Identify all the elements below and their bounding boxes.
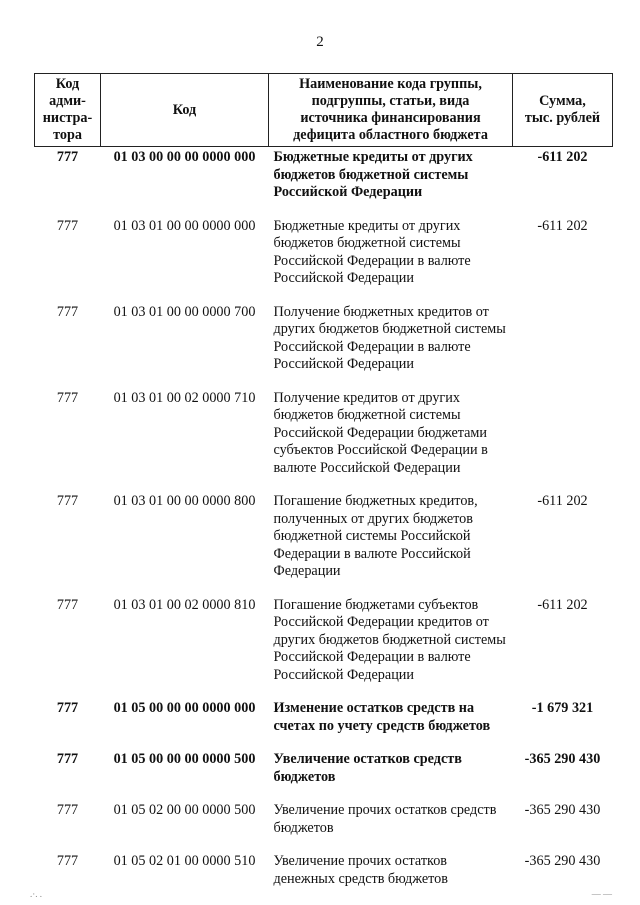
scan-artifact-right: — —: [591, 889, 612, 899]
code-cell: 01 05 00 00 00 0000 000: [113, 700, 256, 716]
code-cell: 01 05 00 00 00 0000 500: [113, 751, 256, 767]
admin-cell: 777: [56, 751, 79, 767]
sum-cell: -611 202: [537, 217, 588, 234]
code-cell: 01 03 01 00 00 0000 000: [113, 217, 256, 234]
code-cell: 01 03 01 00 02 0000 810: [113, 596, 256, 613]
header-code: Код: [101, 74, 269, 147]
code-cell: 01 05 02 01 00 0000 510: [113, 853, 256, 869]
name-cell: Получение кредитов от других бюджетов бюджетной системы Российской Федерации бюджетами субъектов Российской Федерации в валюте Российской Федерации: [273, 389, 488, 476]
name-cell: Получение бюджетных кредитов от других бюджетов бюджетной системы Российской Федерации в валюте Российской Федерации: [273, 303, 506, 372]
table-row: [35, 213, 613, 299]
table-row: [35, 695, 613, 746]
admin-cell: 777: [56, 389, 79, 406]
admin-cell: 777: [56, 700, 79, 716]
header-name: Наименование кода группы, подгруппы, статьи, вида источника финансирования дефицита областного бюджета: [269, 74, 513, 147]
sum-cell: -365 290 430: [524, 802, 601, 818]
admin-cell: 777: [56, 493, 79, 509]
sum-cell: -1 679 321: [531, 700, 594, 716]
header-admin-code: Код адми- нистра- тора: [35, 74, 101, 147]
admin-cell: 777: [56, 303, 79, 320]
table-header-row: [35, 74, 613, 147]
sum-cell: -611 202: [537, 493, 588, 509]
sum-cell: [513, 299, 613, 385]
name-cell: Увеличение прочих остатков средств бюджетов: [273, 802, 497, 836]
name-cell: Изменение остатков средств на счетах по учету средств бюджетов: [273, 700, 491, 734]
code-cell: 01 03 01 00 00 0000 700: [113, 303, 256, 320]
name-cell: Погашение бюджетных кредитов, полученных от других бюджетов бюджетной системы Российской Федерации в валюте Российской Федерации: [273, 493, 478, 579]
table-row: [35, 147, 613, 213]
table-row: [35, 488, 613, 592]
code-cell: 01 03 00 00 00 0000 000: [113, 149, 256, 165]
name-cell: Бюджетные кредиты от других бюджетов бюджетной системы Российской Федерации в валюте Российской Федерации: [273, 217, 471, 286]
admin-cell: 777: [56, 802, 79, 818]
name-cell: Увеличение прочих остатков денежных средств бюджетов: [273, 853, 448, 887]
sum-cell: -611 202: [537, 149, 588, 165]
code-cell: 01 05 02 00 00 0000 500: [113, 802, 256, 818]
name-cell: Бюджетные кредиты от других бюджетов бюджетной системы Российской Федерации: [273, 149, 473, 200]
header-sum: Сумма, тыс. рублей: [513, 74, 613, 147]
name-cell: Увеличение остатков средств бюджетов: [273, 751, 462, 785]
admin-cell: 777: [56, 853, 79, 869]
table-row: [35, 385, 613, 489]
table-row: [35, 746, 613, 797]
table-row: [35, 592, 613, 696]
sum-cell: [513, 385, 613, 489]
budget-sources-table: [34, 73, 613, 899]
sum-cell: -611 202: [537, 596, 588, 613]
admin-cell: 777: [56, 596, 79, 613]
admin-cell: 777: [56, 217, 79, 234]
code-cell: 01 03 01 00 00 0000 800: [113, 493, 256, 509]
sum-cell: -365 290 430: [524, 853, 601, 869]
name-cell: Погашение бюджетами субъектов Российской Федерации кредитов от других бюджетов бюджетной системы Российской Федерации в валюте Российской Федерации: [273, 596, 506, 683]
table-row: [35, 797, 613, 848]
admin-cell: 777: [56, 149, 79, 165]
table-row: [35, 848, 613, 899]
sum-cell: -365 290 430: [524, 751, 601, 767]
page-number: 2: [316, 34, 324, 50]
table-body: [35, 147, 613, 900]
table-row: [35, 299, 613, 385]
scan-artifact-left: .·. .: [30, 889, 42, 899]
code-cell: 01 03 01 00 02 0000 710: [113, 389, 256, 406]
